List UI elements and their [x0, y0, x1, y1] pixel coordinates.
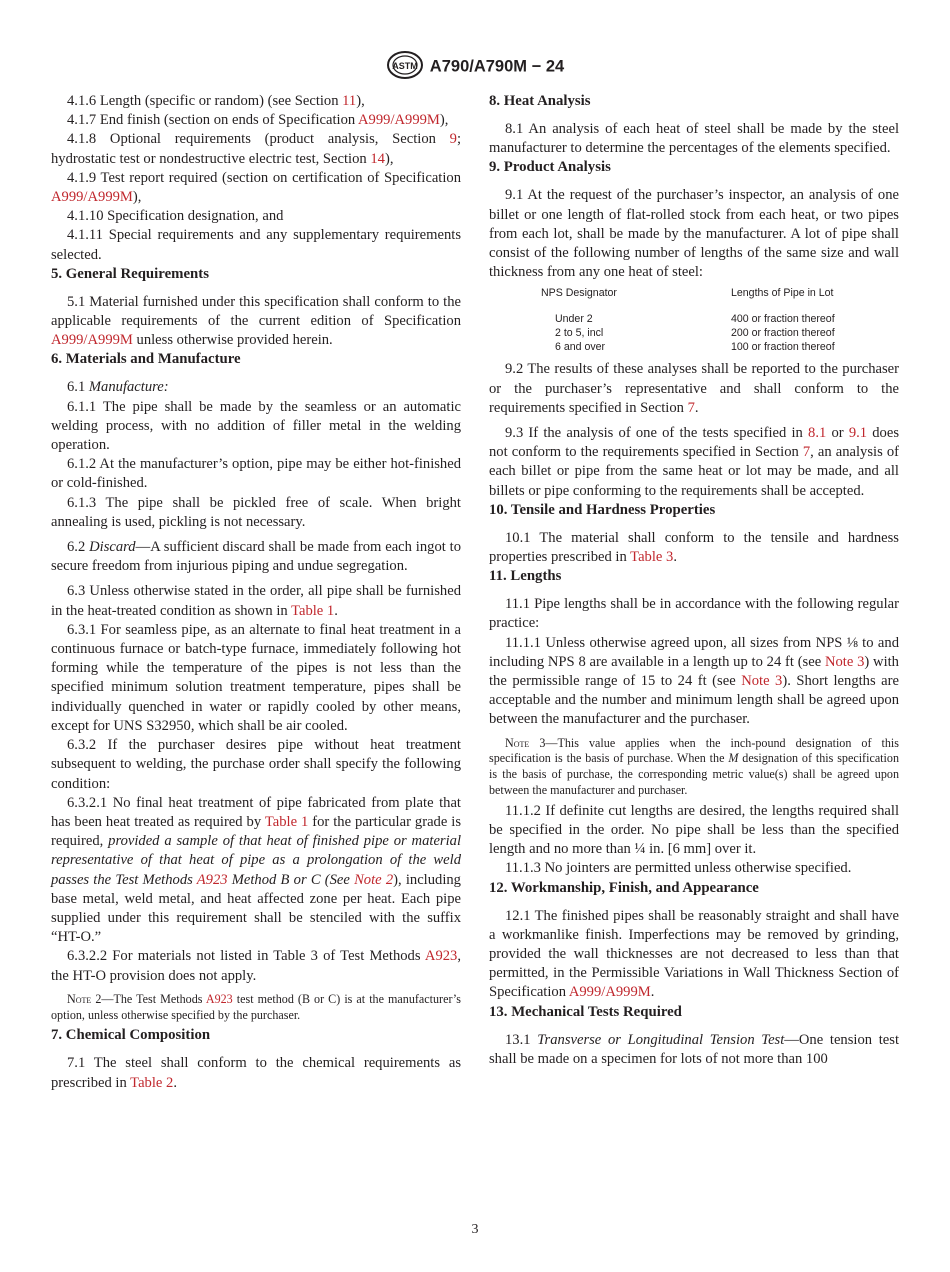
link-note-3[interactable]: Note 3: [741, 673, 783, 690]
link-note-3[interactable]: Note 3: [824, 653, 865, 670]
page-number: 3: [471, 1222, 479, 1237]
para-6-1: 6.1 Manufacture:: [67, 379, 169, 396]
para-11-1-3: 11.1.3 No jointers are permitted unless otherwise specified.: [505, 860, 852, 877]
link-section-7[interactable]: 7: [687, 399, 695, 416]
para-9-2: 9.2 The results of these analyses shall be reported to the purchaser or the purchaser’s representative and shall conform to the requirements specified in Section 7.: [489, 361, 899, 416]
para-11-1-1: 11.1.1 Unless otherwise agreed upon, all sizes from NPS ⅛ to and including NPS 8 are available in a length up to 24 ft (see Note 3) with the permissible range of 15 to 24 ft (see Note 3). Short lengths are acceptable and the number and minimum length shall be agreed upon between the manufacturer and the purchaser.: [489, 634, 899, 728]
item-4-1-11: 4.1.11 Special requirements and any supplementary requirements selected.: [51, 227, 461, 263]
link-a999[interactable]: A999/A999M: [568, 984, 651, 1001]
link-table-1[interactable]: Table 1: [264, 813, 309, 830]
page-header: [0, 52, 950, 82]
table-row: [489, 326, 899, 340]
link-section-9[interactable]: 9: [449, 131, 457, 148]
link-a999[interactable]: A999/A999M: [51, 332, 133, 349]
designation: A790/A790M − 24: [429, 57, 565, 76]
astm-logo-icon: [386, 50, 424, 80]
note-2: Note 2—The Test Methods A923 test method (B or C) is at the manufacturer’s option, unless otherwise specified by the purchaser.: [51, 991, 461, 1022]
note-3: Note 3—This value applies when the inch-pound designation of this specification is the basis of purchase. When the M designation of this specification is the basis of purchase, the corresponding metric value(s) shall be agreed upon between the manufacturer and purchaser.: [489, 735, 899, 798]
link-a923[interactable]: A923: [424, 948, 458, 965]
heading-section-9: 9. Product Analysis: [489, 159, 611, 176]
heading-section-10: 10. Tensile and Hardness Properties: [489, 501, 716, 518]
link-9-1[interactable]: 9.1: [848, 425, 868, 442]
link-note-2[interactable]: Note 2: [354, 871, 394, 888]
item-4-1-6: 4.1.6 Length (specific or random) (see Section 11),: [67, 93, 365, 109]
table-cell: Under 2: [555, 313, 593, 326]
table-header: NPS Designator: [541, 287, 617, 300]
table-row: [489, 340, 899, 354]
para-10-1: 10.1 The material shall conform to the tensile and hardness properties prescribed in Table 3.: [489, 529, 899, 566]
link-a999[interactable]: A999/A999M: [51, 189, 133, 206]
para-12-1: 12.1 The finished pipes shall be reasonably straight and shall have a workmanlike finish. Imperfections may be removed by grinding, provided the wall thicknesses are not decreased to less than that permitted, in the Permissible Variations in Wall Thickness Section of Specification A999/A999M.: [489, 907, 899, 1001]
heading-section-7: 7. Chemical Composition: [51, 1027, 211, 1044]
astm-logo-text: ASTM: [392, 61, 418, 71]
para-6-3-1: 6.3.1 For seamless pipe, as an alternate to final heat treatment in a continuous furnace or batch-type furnace, immediately following hot forming while the temperature of the pipes is not less than the specified minimum solution treatment temperature, pipes shall be individually quenched in water or rapidly cooled by other means, except for UNS S32950, which shall be air cooled.: [51, 621, 461, 734]
link-section-14[interactable]: 14: [370, 150, 385, 167]
heading-section-12: 12. Workmanship, Finish, and Appearance: [489, 879, 759, 896]
link-a923[interactable]: A923: [196, 871, 228, 888]
table-header: Lengths of Pipe in Lot: [731, 287, 834, 300]
table-cell: 200 or fraction thereof: [731, 327, 835, 340]
para-9-1: 9.1 At the request of the purchaser’s inspector, an analysis of one billet or one length of flat-rolled stock from each heat, or two pipes from each lot, shall be made by the manufacturer. A lot of pipe shall consist of the following number of lengths of the same size and wall thickness from any one heat of steel:: [489, 187, 899, 281]
para-6-3-2-1: 6.3.2.1 No final heat treatment of pipe fabricated from plate that has been heat treated as required by Table 1 for the particular grade is required, provided a sample of that heat of finished pipe or material representative of that heat of pipe as a prolongation of the weld passes the Test Methods A923 Method B or C (See Note 2), including base metal, weld metal, and heat affected zone per heat. Each pipe supplied under this requirement shall be stenciled with the suffix “HT-O.”: [51, 794, 462, 946]
para-6-1-3: 6.1.3 The pipe shall be pickled free of scale. When bright annealing is used, pickling is not necessary.: [51, 494, 461, 530]
para-6-1-1: 6.1.1 The pipe shall be made by the seamless or an automatic welding process, with no addition of filler metal in the welding operation.: [51, 398, 461, 454]
right-column: [489, 92, 899, 1069]
para-6-2: 6.2 Discard—A sufficient discard shall be made from each ingot to secure freedom from injurious piping and undue segregation.: [51, 539, 462, 575]
para-9-3: 9.3 If the analysis of one of the tests specified in 8.1 or 9.1 does not conform to the requirements specified in Section 7, an analysis of each billet or pipe from the same heat or lot may be made, and all billets or pipe conforming to the requirements shall be accepted.: [489, 425, 899, 499]
link-section-11[interactable]: 11: [342, 93, 357, 109]
link-table-2[interactable]: Table 2: [130, 1074, 174, 1091]
item-4-1-7: 4.1.7 End finish (section on ends of Specification A999/A999M),: [67, 112, 449, 129]
item-4-1-8: 4.1.8 Optional requirements (product analysis, Section 9; hydrostatic test or nondestructive electric test, Section 14),: [51, 131, 461, 167]
table-cell: 6 and over: [555, 341, 606, 354]
heading-section-11: 11. Lengths: [489, 568, 562, 585]
link-a923[interactable]: A923: [205, 991, 233, 1006]
para-6-1-2: 6.1.2 At the manufacturer’s option, pipe may be either hot-finished or cold-finished.: [51, 456, 461, 492]
table-cell: 400 or fraction thereof: [731, 313, 835, 326]
link-section-7[interactable]: 7: [802, 444, 811, 461]
table-header-row: [489, 286, 899, 300]
para-5-1: 5.1 Material furnished under this specification shall conform to the applicable requirements of the current edition of Specification A999/A999M unless otherwise provided herein.: [51, 293, 461, 349]
left-column: [51, 92, 461, 1093]
link-a999[interactable]: A999/A999M: [358, 112, 440, 129]
para-11-1: 11.1 Pipe lengths shall be in accordance with the following regular practice:: [489, 596, 899, 632]
para-6-3: 6.3 Unless otherwise stated in the order, all pipe shall be furnished in the heat-treated condition as shown in Table 1.: [51, 583, 461, 619]
link-table-3[interactable]: Table 3: [630, 549, 674, 566]
para-6-3-2-2: 6.3.2.2 For materials not listed in Table 3 of Test Methods A923, the HT-O provision does not apply.: [51, 948, 461, 984]
para-7-1: 7.1 The steel shall conform to the chemical requirements as prescribed in Table 2.: [51, 1055, 461, 1091]
para-6-3-2: 6.3.2 If the purchaser desires pipe without heat treatment subsequent to welding, the purchase order shall specify the following condition:: [51, 737, 461, 792]
link-table-1[interactable]: Table 1: [291, 602, 335, 619]
heading-section-8: 8. Heat Analysis: [489, 93, 591, 109]
heading-section-6: 6. Materials and Manufacture: [51, 351, 241, 368]
para-8-1: 8.1 An analysis of each heat of steel shall be made by the steel manufacturer to determine the percentages of the elements specified.: [489, 121, 899, 157]
para-13-1: 13.1 Transverse or Longitudinal Tension Test—One tension test shall be made on a specimen for lots of not more than 100: [489, 1031, 899, 1067]
link-8-1[interactable]: 8.1: [808, 425, 827, 442]
item-4-1-9: 4.1.9 Test report required (section on certification of Specification A999/A999M),: [51, 169, 461, 206]
heading-section-13: 13. Mechanical Tests Required: [489, 1003, 682, 1020]
item-4-1-10: 4.1.10 Specification designation, and: [67, 208, 284, 225]
table-row: [489, 312, 899, 326]
lot-size-table: [489, 286, 899, 354]
para-11-1-2: 11.1.2 If definite cut lengths are desired, the lengths required shall be specified in the order. No pipe shall be less than the specified length and no more than ¼ in. [6 mm] over it.: [489, 802, 899, 858]
table-cell: 100 or fraction thereof: [731, 341, 835, 354]
table-cell: 2 to 5, incl: [555, 327, 604, 340]
heading-section-5: 5. General Requirements: [51, 265, 209, 282]
